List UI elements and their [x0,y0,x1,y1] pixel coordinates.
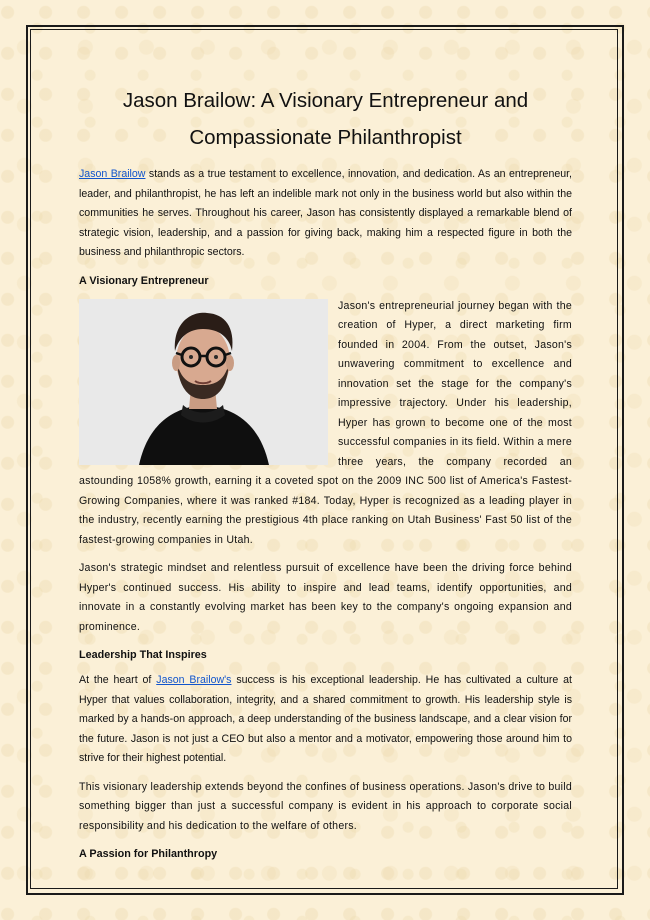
title-line-2: Compassionate Philanthropist [189,126,462,149]
jason-brailow-link[interactable]: Jason Brailow [79,168,146,180]
jason-brailows-link[interactable]: Jason Brailow's [156,674,232,686]
section-heading-leadership: Leadership That Inspires [79,649,207,661]
visionary-paragraph-1 [79,297,572,551]
intro-paragraph [79,165,572,263]
visionary-paragraph-1-text: Jason's entrepreneurial journey began with the creation of Hyper, a direct marketing firm founded in 2004. From the outset, Jason's unwavering commitment to excellence and innovation set the stage for the company's impressive trajectory. Under his leadership, Hyper has grown to become one of the most successful companies in its field. Within a mere three years, the company recorded an astounding 1058% growth, earning it a coveted spot on the 2009 INC 500 list of America's Fastest-Growing Companies, where it was ranked #184. Today, Hyper is recognized as a leading player in the industry, recently earning the prestigious 4th place ranking on Utah Business' Fast 50 list of the fastest-growing companies in Utah. [79,299,572,546]
section-heading-visionary: A Visionary Entrepreneur [79,274,209,287]
leadership-text-post: success is his exceptional leadership. He has cultivated a culture at Hyper that values collaboration, integrity, and a shared commitment to growth. His leadership style is marked by a hands-on approach, a deep understanding of the business landscape, and a clear vision for the future. Jason is not just a CEO but also a mentor and a motivator, empowering those around him to strive for their highest potential. [79,674,572,764]
article [79,82,572,864]
portrait-illustration [79,299,328,465]
section-heading-philanthropy: A Passion for Philanthropy [79,848,218,860]
intro-text: stands as a true testament to excellence, innovation, and dedication. As an entrepreneur, leader, and philanthropist, he has left an indelible mark not only in the business world but also within the communities he serves. Throughout his career, Jason has consistently displayed a remarkable blend of strategic vision, leadership, and a passion for giving back, making him a respected figure in both the business and philanthropic sectors. [79,168,573,258]
visionary-paragraph-2: Jason's strategic mindset and relentless pursuit of excellence have been the driving force behind Hyper's continued success. His ability to inspire and lead teams, identify opportunities, and innovate in a constantly evolving market has been key to the company's ongoing expansion and prominence. [79,562,572,633]
title-line-1: Jason Brailow: A Visionary Entrepreneur and [122,89,529,112]
jason-portrait-image [79,299,328,465]
leadership-paragraph-1 [79,671,572,769]
leadership-paragraph-2: This visionary leadership extends beyond the confines of business operations. Jason's drive to build something bigger than just a successful company is evident in his approach to corporate social responsibility and his dedication to the welfare of others. [79,780,572,832]
leadership-text-pre: At the heart of [79,674,157,686]
article-title [79,82,572,156]
